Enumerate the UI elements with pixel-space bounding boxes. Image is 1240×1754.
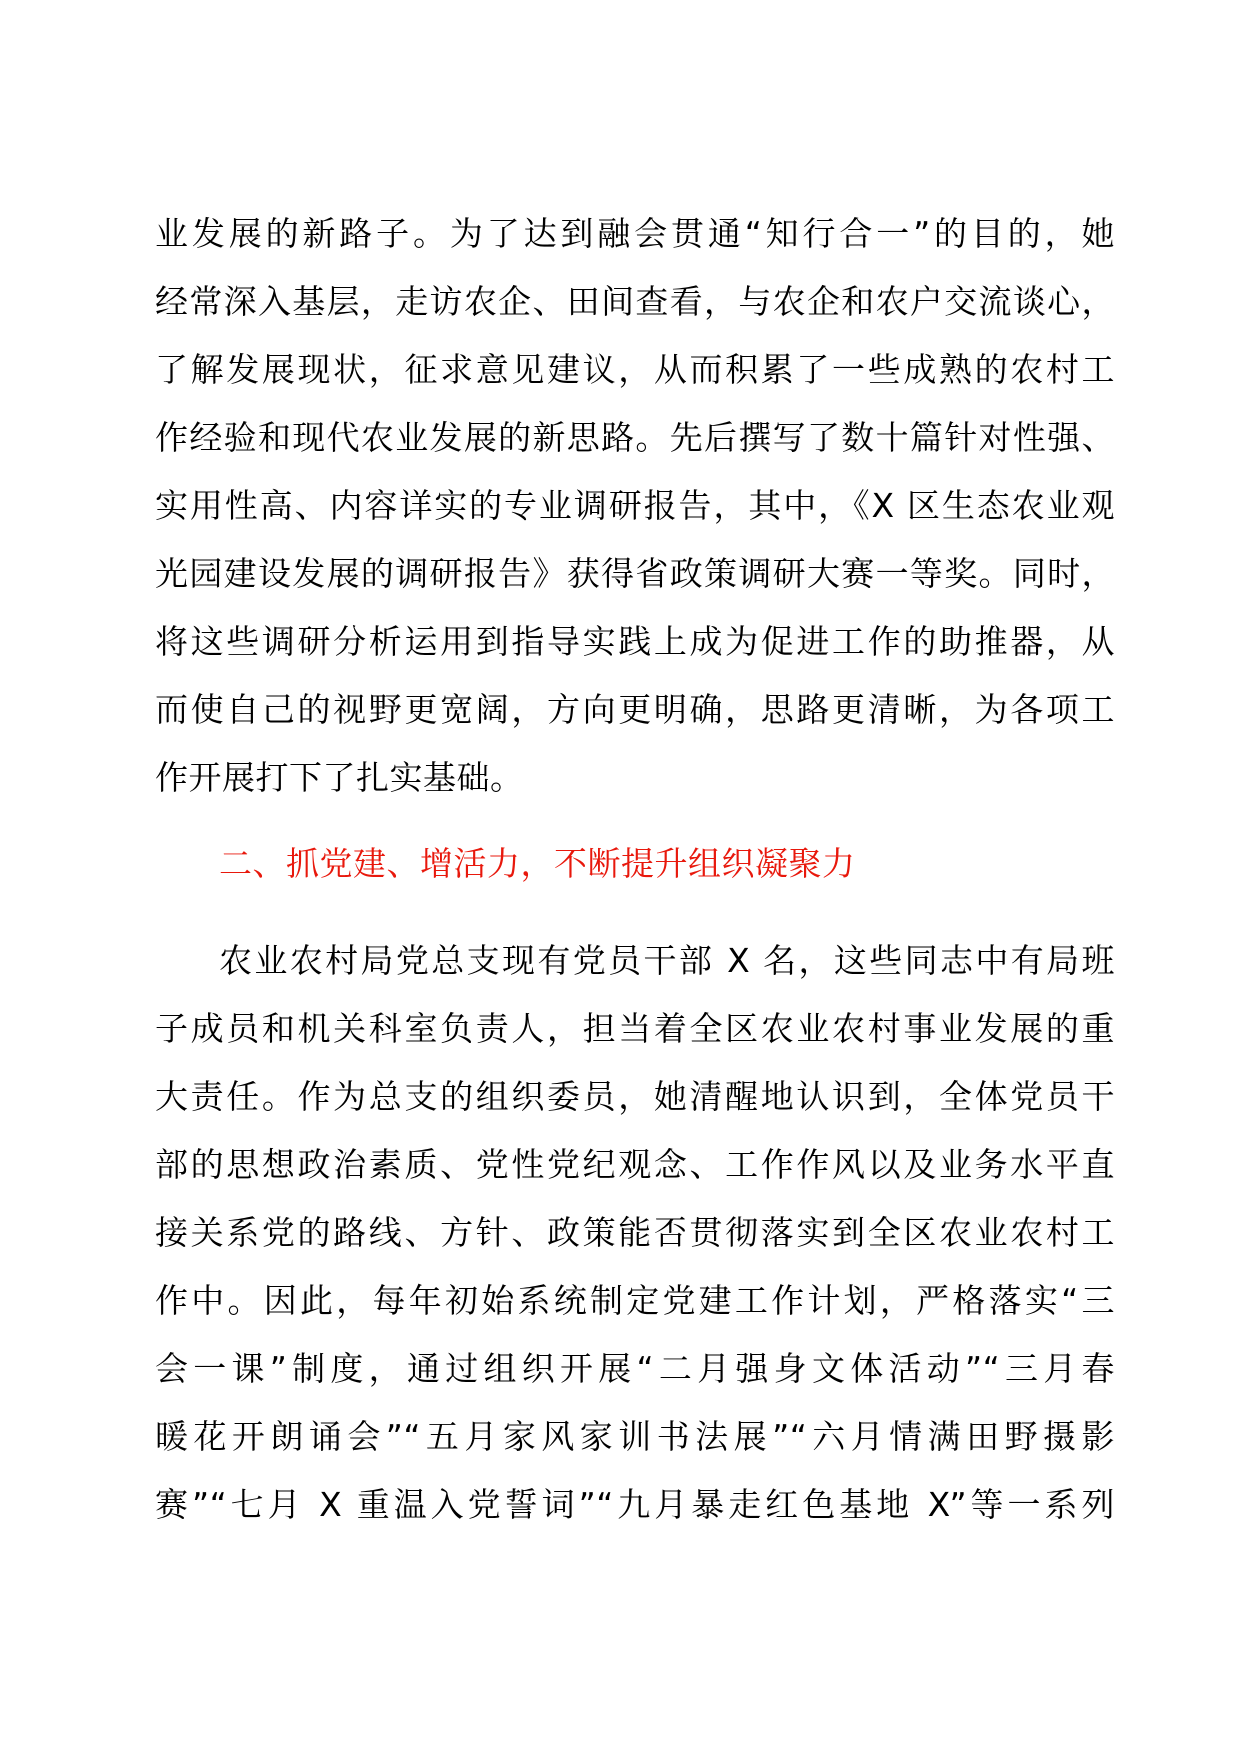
paragraph-line: 接关系党的路线、方针、政策能否贯彻落实到全区农业农村工 xyxy=(155,1213,1115,1252)
paragraph-line: 会一课”制度，通过组织开展“二月强身文体活动”“三月春 xyxy=(155,1349,1115,1388)
paragraph-line: 光园建设发展的调研报告》获得省政策调研大赛一等奖。同时， xyxy=(155,554,1115,593)
paragraph-line: 经常深入基层，走访农企、田间查看，与农企和农户交流谈心， xyxy=(155,282,1115,321)
paragraph-line: 子成员和机关科室负责人，担当着全区农业农村事业发展的重 xyxy=(155,1009,1115,1048)
paragraph-line: 将这些调研分析运用到指导实践上成为促进工作的助推器，从 xyxy=(155,622,1115,661)
paragraph-line: 而使自己的视野更宽阔，方向更明确，思路更清晰，为各项工 xyxy=(155,690,1115,729)
paragraph-line: 了解发展现状，征求意见建议，从而积累了一些成熟的农村工 xyxy=(155,350,1115,389)
paragraph-1 xyxy=(155,200,1115,812)
paragraph-line: 业发展的新路子。为了达到融会贯通“知行合一”的目的，她 xyxy=(155,214,1115,253)
paragraph-line: 大责任。作为总支的组织委员，她清醒地认识到，全体党员干 xyxy=(155,1077,1115,1116)
section-heading-text: 二、抓党建、增活力，不断提升组织凝聚力 xyxy=(219,844,856,883)
paragraph-line: 作经验和现代农业发展的新思路。先后撰写了数十篇针对性强、 xyxy=(155,418,1115,457)
paragraph-line: 农业农村局党总支现有党员干部 X 名，这些同志中有局班 xyxy=(219,941,1115,980)
paragraph-line: 作开展打下了扎实基础。 xyxy=(155,758,524,797)
paragraph-line: 赛”“七月 X 重温入党誓词”“九月暴走红色基地 X”等一系列 xyxy=(155,1485,1115,1524)
paragraph-line: 部的思想政治素质、党性党纪观念、工作作风以及业务水平直 xyxy=(155,1145,1115,1184)
section-heading xyxy=(155,830,1115,898)
paragraph-line: 实用性高、内容详实的专业调研报告，其中，《X 区生态农业观 xyxy=(155,486,1115,525)
paragraph-2 xyxy=(155,927,1115,1539)
paragraph-line: 暖花开朗诵会”“五月家风家训书法展”“六月情满田野摄影 xyxy=(155,1417,1115,1456)
paragraph-line: 作中。因此，每年初始系统制定党建工作计划，严格落实“三 xyxy=(155,1281,1115,1320)
